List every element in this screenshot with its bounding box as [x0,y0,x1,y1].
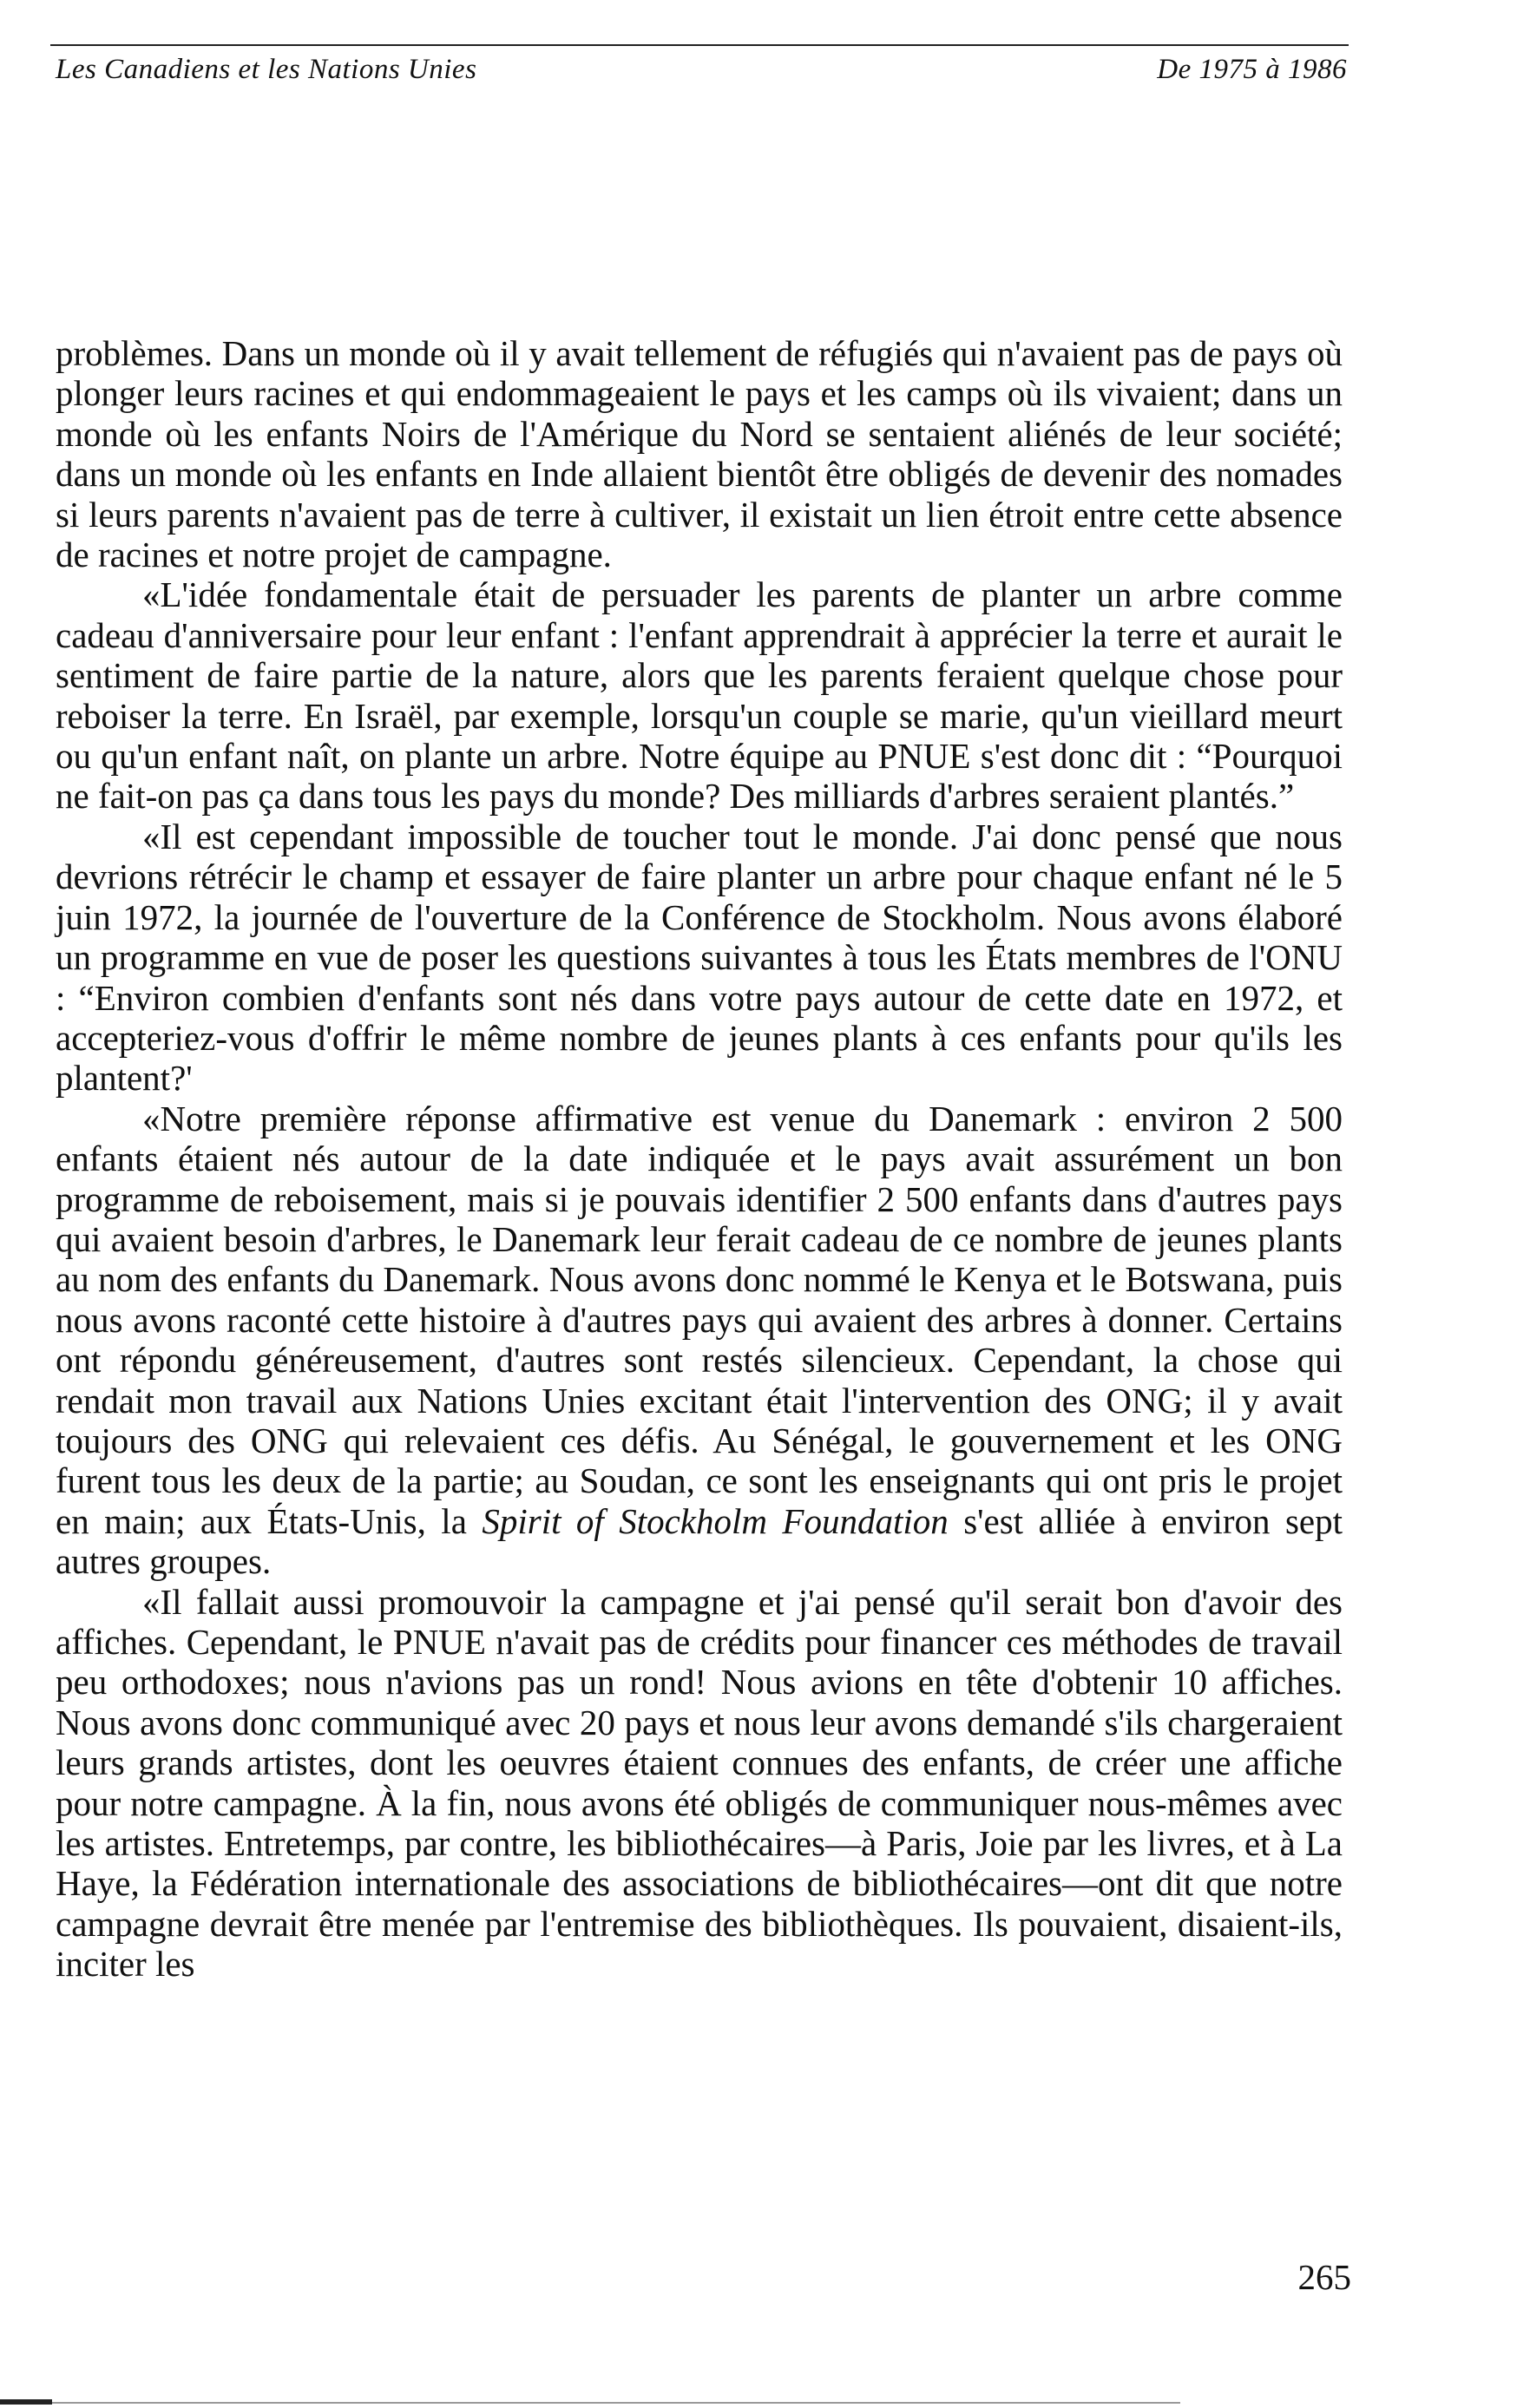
paragraph-4 [56,1099,1343,1582]
foundation-name: Spirit of Stockholm Foundation [482,1500,949,1541]
running-header-title: Les Canadiens et les Nations Unies [56,54,477,85]
page-number: 265 [1297,2257,1351,2297]
running-header [56,50,1347,89]
paragraph-4-end: s'est alliée à environ sept autres groupes. [56,1500,1343,1582]
scan-edge-mark [0,2399,52,2405]
paragraph-4-text: «Notre première réponse affirmative est venue du Danemark : environ 2 500 enfants étaient nés autour de la date indiquée et le pays avait assurément un bon programme de reboisement, mais si je pouvais identifier 2 500 enfants dans d'autres pays qui avaient besoin d'arbres, le Danemark leur ferait cadeau de ce nombre de jeunes plants au nom des enfants du Danemark. Nous avons donc nommé le Kenya et le Botswana, puis nous avons raconté cette histoire à d'autres pays qui avaient des arbres à donner. Certains ont répondu généreusement, d'autres sont restés silencieux. Cependant, la chose qui rendait mon travail aux Nations Unies excitant était l'intervention des ONG; il y avait toujours des ONG qui relevaient ces défis. Au Sénégal, le gouvernement et les ONG furent tous les deux de la partie; au Soudan, ce sont les enseignants qui ont pris le projet en main; aux États-Unis, la [56,1098,1343,1541]
paragraph-2: «L'idée fondamentale était de persuader les parents de planter un arbre comme cadeau d'anniversaire pour leur enfant : l'enfant apprendrait à apprécier la terre et aurait le sentiment de faire partie de la nature, alors que les parents feraient quelque chose pour reboiser la terre. En Israël, par exemple, lorsqu'un couple se marie, qu'un vieillard meurt ou qu'un enfant naît, on plante un arbre. Notre équipe au PNUE s'est donc dit : “Pourquoi ne fait-on pas ça dans tous les pays du monde? Des milliards d'arbres seraient plantés.” [56,574,1343,817]
scan-bottom-rule [52,2402,1180,2404]
paragraph-5: «Il fallait aussi promouvoir la campagne et j'ai pensé qu'il serait bon d'avoir des affiches. Cependant, le PNUE n'avait pas de crédits pour financer ces méthodes de travail peu orthodoxes; nous n'avions pas un rond! Nous avions en tête d'obtenir 10 affiches. Nous avons donc communiqué avec 20 pays et nous leur avons demandé s'ils chargeraient leurs grands artistes, dont les oeuvres étaient connues des enfants, de créer une affiche pour notre campagne. À la fin, nous avons été obligés de communiquer nous-mêmes avec les artistes. Entretemps, par contre, les bibliothécaires—à Paris, Joie par les livres, et à La Haye, la Fédération internationale des associations de bibliothécaires—ont dit que notre campagne devrait être menée par l'entremise des bibliothèques. Ils pouvaient, disaient-ils, inciter les [56,1581,1343,1985]
body-text [56,333,1343,1985]
running-header-period: De 1975 à 1986 [1157,54,1347,85]
header-rule [50,44,1349,46]
paragraph-1: problèmes. Dans un monde où il y avait tellement de réfugiés qui n'avaient pas de pays où plonger leurs racines et qui endommageaient le pays et les camps où ils vivaient; dans un monde où les enfants Noirs de l'Amérique du Nord se sentaient aliénés de leur société; dans un monde où les enfants en Inde allaient bientôt être obligés de devenir des nomades si leurs parents n'avaient pas de terre à cultiver, il existait un lien étroit entre cette absence de racines et notre projet de campagne. [56,333,1343,575]
paragraph-3: «Il est cependant impossible de toucher tout le monde. J'ai donc pensé que nous devrions rétrécir le champ et essayer de faire planter un arbre pour chaque enfant né le 5 juin 1972, la journée de l'ouverture de la Conférence de Stockholm. Nous avons élaboré un programme en vue de poser les questions suivantes à tous les États membres de l'ONU : “Environ combien d'enfants sont nés dans votre pays autour de cette date en 1972, et accepteriez-vous d'offrir le même nombre de jeunes plants à ces enfants pour qu'ils les plantent?' [56,816,1343,1099]
